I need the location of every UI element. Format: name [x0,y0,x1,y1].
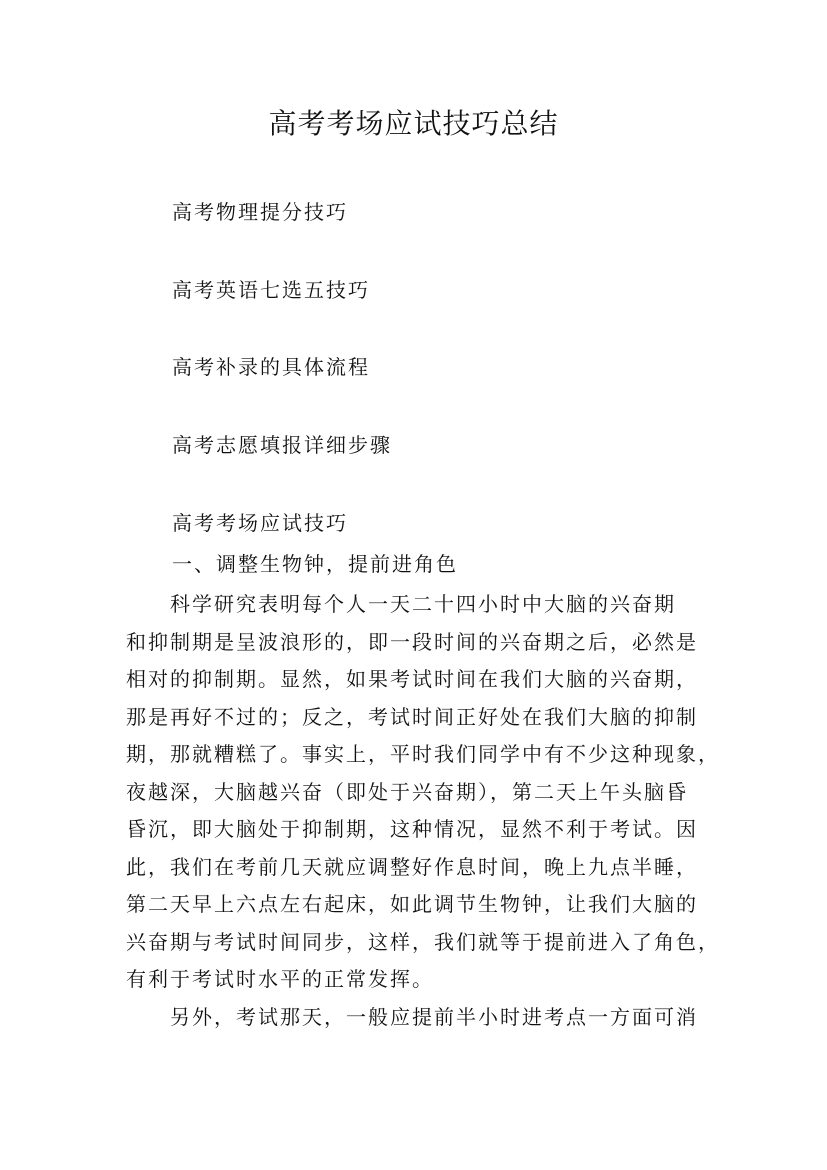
body-line: 夜越深，大脑越兴奋（即处于兴奋期），第二天上午头脑昏 [126,779,688,804]
body-line: 另外，考试那天，一般应提前半小时进考点一方面可消 [126,1004,698,1029]
body-line: 昏沉，即大脑处于抑制期，这种情况，显然不利于考试。因 [126,817,698,841]
toc-item-application-steps: 高考志愿填报详细步骤 [172,433,392,457]
toc-item-physics: 高考物理提分技巧 [172,200,348,224]
body-line: 相对的抑制期。显然，如果考试时间在我们大脑的兴奋期， [126,667,698,691]
body-line: 期，那就糟糕了。事实上，平时我们同学中有不少这种现象， [126,742,720,766]
toc-item-exam-room-tips: 高考考场应试技巧 [172,511,348,535]
body-line: 有利于考试时水平的正常发挥。 [126,967,434,991]
toc-item-supplementary-admission: 高考补录的具体流程 [172,355,370,379]
body-line: 那是再好不过的；反之，考试时间正好处在我们大脑的抑制 [126,704,698,729]
body-text [126,586,720,1036]
body-line: 和抑制期是呈波浪形的，即一段时间的兴奋期之后，必然是 [126,629,698,654]
body-line: 科学研究表明每个人一天二十四小时中大脑的兴奋期 [126,592,676,616]
document-title: 高考考场应试技巧总结 [268,107,559,140]
body-line: 兴奋期与考试时间同步，这样，我们就等于提前进入了角色， [126,929,720,954]
body-line: 第二天早上六点左右起床，如此调节生物钟，让我们大脑的 [126,892,698,916]
section-heading: 一、调整生物钟，提前进角色 [172,552,458,576]
toc-item-english: 高考英语七选五技巧 [172,278,370,302]
body-line: 此，我们在考前几天就应调整好作息时间，晚上九点半睡， [126,854,698,879]
